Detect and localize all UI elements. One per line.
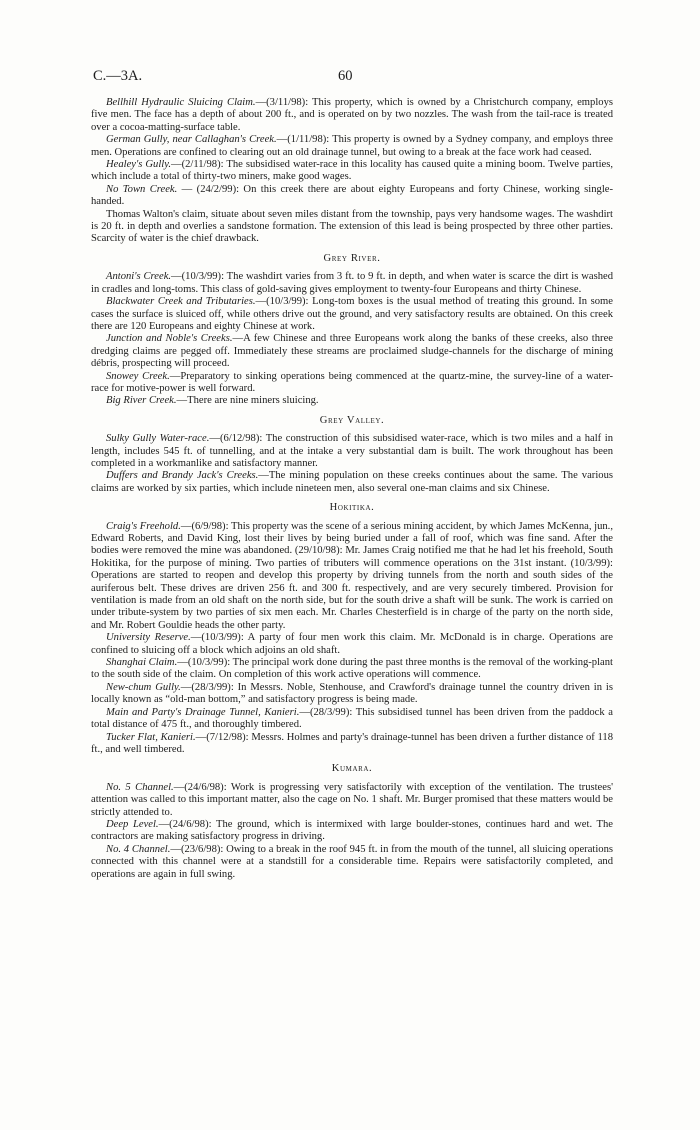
- report-paragraph: [91, 682, 613, 707]
- paragraph-text: —A few Chinese and three Europeans work along the banks of these creeks, also three dredging claims are pegged off. Immediately these streams are proclaimed sludge-channels for the discharge of mining débris, prospecting will proceed.: [91, 333, 613, 370]
- paragraph-text: —(7/12/98): Messrs. Holmes and party's drainage-tunnel has been driven a further distance of 118 ft., and well timbered.: [91, 731, 614, 755]
- section-heading: Hokitika.: [329, 502, 375, 514]
- report-paragraph: [91, 333, 613, 370]
- paragraph-text: —(10/3/99): A party of four men work this claim. Mr. McDonald is in charge. Operations are confined to sluicing off a block which adjoins an old shaft.: [91, 632, 613, 656]
- paragraph-title: Craig's Freehold.: [106, 520, 181, 532]
- paragraph-title: Antoni's Creek.: [106, 271, 172, 283]
- report-paragraph: [91, 395, 613, 407]
- page-number: 60: [338, 68, 353, 84]
- paragraph-title: Healey's Gully.: [106, 159, 171, 171]
- report-paragraph: [91, 296, 613, 333]
- paragraph-title: Shanghai Claim.: [106, 657, 178, 669]
- paragraph-title: Junction and Noble's Creeks.: [106, 333, 233, 345]
- paragraph-title: No. 5 Channel.: [106, 781, 174, 793]
- paragraph-text: —(1/11/98): This property is owned by a Sydney company, and employs three men. Operations are confined to clearing out an old drainage tunnel, but owing to a break at the face work had ceased.: [91, 134, 613, 158]
- document-reference: C.—3A.: [93, 68, 143, 84]
- report-paragraph: [91, 433, 613, 470]
- paragraph-text: —(6/12/98): The construction of this subsidised water-race, which is two miles and a half in length, includes 545 ft. of tunnelling, and at the intake a very substantial dam is built. The work throughout has been completed in a workmanlike and satisfactory manner.: [91, 433, 613, 469]
- paragraph-text: —Preparatory to sinking operations being commenced at the quartz-mine, the survey-line of a water-race for motive-power is well forward.: [91, 370, 613, 394]
- paragraph-text: —(28/3/99): This subsidised tunnel has been driven from the paddock a total distance of 475 ft., and thoroughly timbered.: [91, 706, 613, 731]
- report-paragraph: [91, 371, 613, 396]
- report-paragraph: [91, 97, 613, 134]
- paragraph-text: —(23/6/98): Owing to a break in the roof 945 ft. in from the mouth of the tunnel, all sluicing operations connected with this channel were at a standstill for a considerable time. Repairs were satisfactorily completed, and operations are again in full swing.: [91, 843, 614, 880]
- report-paragraph: [91, 819, 613, 844]
- paragraph-title: No. 4 Channel.: [106, 843, 171, 855]
- paragraph-title: Bellhill Hydraulic Sluicing Claim.: [106, 97, 256, 108]
- report-paragraph: [91, 632, 613, 657]
- report-body: [91, 97, 613, 881]
- report-paragraph: [91, 732, 613, 757]
- report-paragraph: [91, 271, 613, 296]
- report-paragraph: [91, 782, 613, 819]
- paragraph-title: Main and Party's Drainage Tunnel, Kanieri.: [106, 706, 300, 718]
- paragraph-text: — (24/2/99): On this creek there are about eighty Europeans and forty Chinese, working single-handed.: [91, 183, 613, 208]
- report-paragraph: [91, 844, 613, 881]
- paragraph-text: —(24/6/98): Work is progressing very satisfactorily with exception of the ventilation. The trustees' attention was called to this important matter, also the cage on No. 1 shaft. Mr. Burger promised that these matters would be strictly attended to.: [91, 781, 613, 818]
- report-paragraph: [91, 707, 613, 732]
- paragraph-text: —(28/3/99): In Messrs. Noble, Stenhouse, and Crawford's drainage tunnel the country driven in is locally known as “old-man bottom,” and satisfactory progress is being made.: [91, 681, 613, 706]
- paragraph-title: New-chum Gully.: [106, 681, 181, 693]
- paragraph-title: Deep Level.: [106, 818, 159, 830]
- report-paragraph: [91, 134, 613, 159]
- paragraph-title: Big River Creek.: [106, 395, 177, 407]
- paragraph-title: No Town Creek.: [106, 183, 178, 195]
- paragraph-text: —(10/3/99): The principal work done during the past three months is the removal of the working-plant to the south side of the claim. On completion of this work active operations will commence.: [91, 657, 613, 681]
- report-paragraph: [91, 521, 613, 633]
- section-heading: Grey Valley.: [319, 414, 385, 426]
- paragraph-text: —(24/6/98): The ground, which is intermixed with large boulder-stones, continues hard and wet. The contractors are making satisfactory progress in driving.: [91, 818, 614, 843]
- report-paragraph: [91, 657, 613, 682]
- paragraph-title: Tucker Flat, Kanieri.: [106, 731, 196, 743]
- paragraph-title: German Gully, near Callaghan's Creek.: [106, 134, 277, 146]
- paragraph-text: —The mining population on these creeks continues about the same. The various claims are worked by six parties, which include nineteen men, also several one-man claims and six Chinese.: [91, 470, 613, 494]
- page-header: [93, 68, 613, 88]
- paragraph-text: —(3/11/98): This property, which is owned by a Christchurch company, employs five men. The face has a depth of about 200 ft., and is operated on by two nozzles. The wash from the tail-race is treated over a cocoa-matting-surface table.: [91, 97, 614, 133]
- paragraph-text: Thomas Walton's claim, situate about seven miles distant from the township, pays very handsome wages. The washdirt is 20 ft. in depth and overlies a sandstone formation. The extension of this lead is being prospected by three other parties. Scarcity of water is the chief drawback.: [91, 208, 613, 245]
- paragraph-title: Sulky Gully Water-race.: [106, 433, 210, 445]
- report-paragraph: [91, 159, 613, 184]
- paragraph-text: —(6/9/98): This property was the scene of a serious mining accident, by which James McKenna, jun., Edward Roberts, and David King, lost their lives by being buried under a fall of roof, which was fine sand. After the bodies were removed the mine was abandoned. (29/10/98): Mr. James Craig notified me that he had let his freehold, South Hokitika, for the purpose of mining. Two parties of tributers will commence operations on the 31st instant. (10/3/99): Operations are started to reopen and develop this property by driving tunnels from the north and south sides of the auriferous belt. These drives are driven 256 ft. and 300 ft. respectively, and are very securely timbered. Provision for ventilation is made from an old shaft on the north side, but for the south drive a shaft will be sunk. The work is carried on under tribute-system by two parties of six men each. Mr. Charles Chesterfield is in charge of the party on the north side, and Mr. Robert Gouldie heads the other party.: [91, 520, 613, 631]
- section-heading: Kumara.: [331, 763, 373, 775]
- paragraph-title: Duffers and Brandy Jack's Creeks.: [106, 470, 259, 482]
- report-paragraph: [91, 184, 613, 209]
- report-paragraph: [91, 209, 613, 246]
- paragraph-text: —There are nine miners sluicing.: [176, 395, 319, 407]
- section-heading: Grey River.: [323, 252, 381, 264]
- paragraph-title: University Reserve.: [106, 632, 191, 644]
- report-paragraph: [91, 470, 613, 495]
- paragraph-title: Snowey Creek.: [106, 370, 170, 382]
- paragraph-text: —(10/3/99): The washdirt varies from 3 ft. to 9 ft. in depth, and when water is scarce the dirt is washed in cradles and long-toms. This class of gold-saving gives employment to twenty-four Europeans and thirty Chinese.: [91, 271, 613, 295]
- paragraph-title: Blackwater Creek and Tributaries.: [106, 296, 256, 308]
- paragraph-text: —(2/11/98): The subsidised water-race in this locality has caused quite a mining boom. Twelve parties, which include a total of thirty-two miners, make good wages.: [91, 159, 613, 183]
- paragraph-text: —(10/3/99): Long-tom boxes is the usual method of treating this ground. In some cases the surface is sluiced off, while others drive out the ground, and very satisfactory results are obtained. On this creek there are 120 Europeans and eighty Chinese at work.: [91, 296, 614, 332]
